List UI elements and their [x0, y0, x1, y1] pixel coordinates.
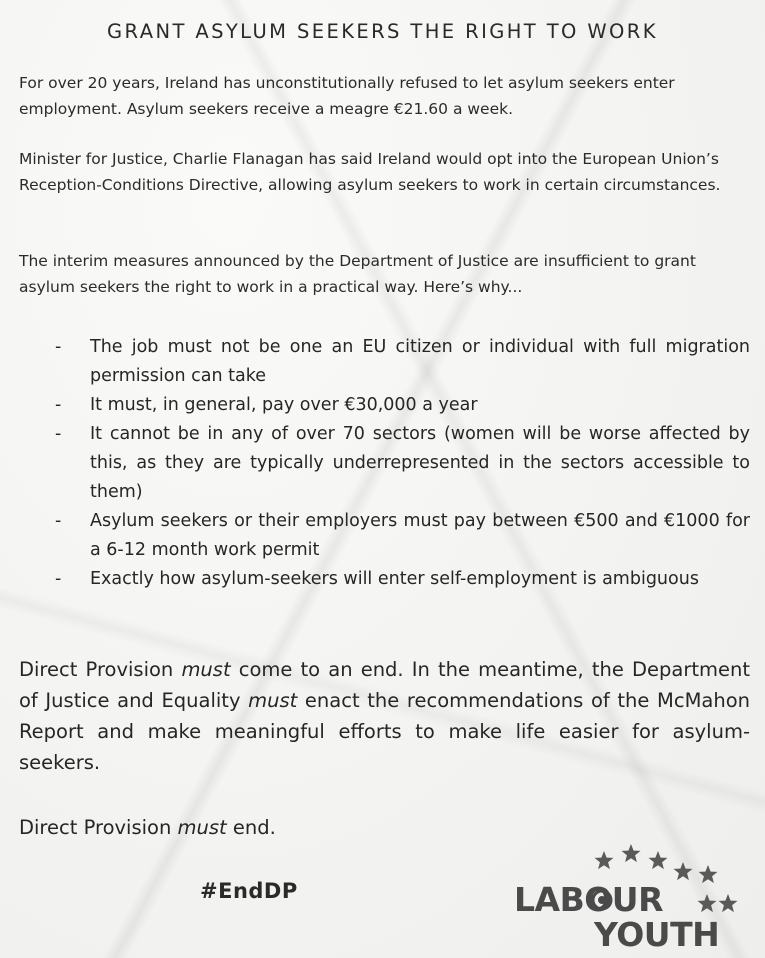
closing-emphasis-2: must	[248, 689, 298, 712]
bullet-dash: -	[55, 569, 62, 589]
flyer-title: GRANT ASYLUM SEEKERS THE RIGHT TO WORK	[107, 20, 658, 43]
final-emphasis: must	[177, 816, 227, 839]
list-item-text: The job must not be one an EU citizen or individual with full migration permission can take	[90, 337, 750, 386]
final-text-1: Direct Provision	[19, 816, 178, 839]
list-item-text: It must, in general, pay over €30,000 a year	[90, 395, 478, 415]
closing-emphasis-1: must	[181, 658, 231, 681]
list-item-text: It cannot be in any of over 70 sectors (women will be worse affected by this, as they are typically underrepresented in the sectors accessible to them)	[90, 424, 750, 502]
closing-text-1: Direct Provision	[19, 658, 182, 681]
paragraph-employment-ban: For over 20 years, Ireland has unconstitutionally refused to let asylum seekers enter employment. Asylum seekers receive a meagre €21.60 a week.	[19, 74, 675, 118]
bullet-dash: -	[55, 511, 62, 531]
bullet-dash: -	[55, 395, 62, 415]
paragraph-minister-statement: Minister for Justice, Charlie Flanagan has said Ireland would opt into the European Union’s Reception-Conditions Directive, allowing asylum seekers to work in certain circumstances.	[19, 150, 721, 194]
closing-text-3: enact the recommendations of the McMahon Report and make meaningful efforts to make life easier for asylum-seekers.	[19, 689, 750, 774]
final-statement	[19, 813, 276, 843]
closing-text-2: come to an end. In the meantime, the Department of Justice and Equality	[19, 658, 751, 712]
logo-text-labour: LABOUR	[514, 880, 663, 919]
list-item	[55, 420, 750, 507]
list-item	[55, 507, 750, 565]
paragraph-interim-measures: The interim measures announced by the Department of Justice are insufficient to grant asylum seekers the right to work in a practical way. Here’s why...	[19, 252, 696, 296]
bullet-dash: -	[55, 337, 62, 357]
final-text-2: end.	[226, 816, 276, 839]
logo-text-youth: YOUTH	[594, 915, 720, 954]
list-item-text: Exactly how asylum-seekers will enter self-employment is ambiguous	[90, 569, 699, 589]
bullet-dash: -	[55, 424, 62, 444]
hashtag: #EndDP	[200, 879, 298, 903]
list-item	[55, 333, 750, 391]
list-item	[55, 565, 750, 594]
list-item-text: Asylum seekers or their employers must pay between €500 and €1000 for a 6-12 month work permit	[90, 511, 750, 560]
reasons-list	[55, 333, 750, 594]
list-item	[55, 391, 750, 420]
closing-paragraph	[19, 654, 750, 778]
labour-youth-logo	[510, 842, 750, 952]
